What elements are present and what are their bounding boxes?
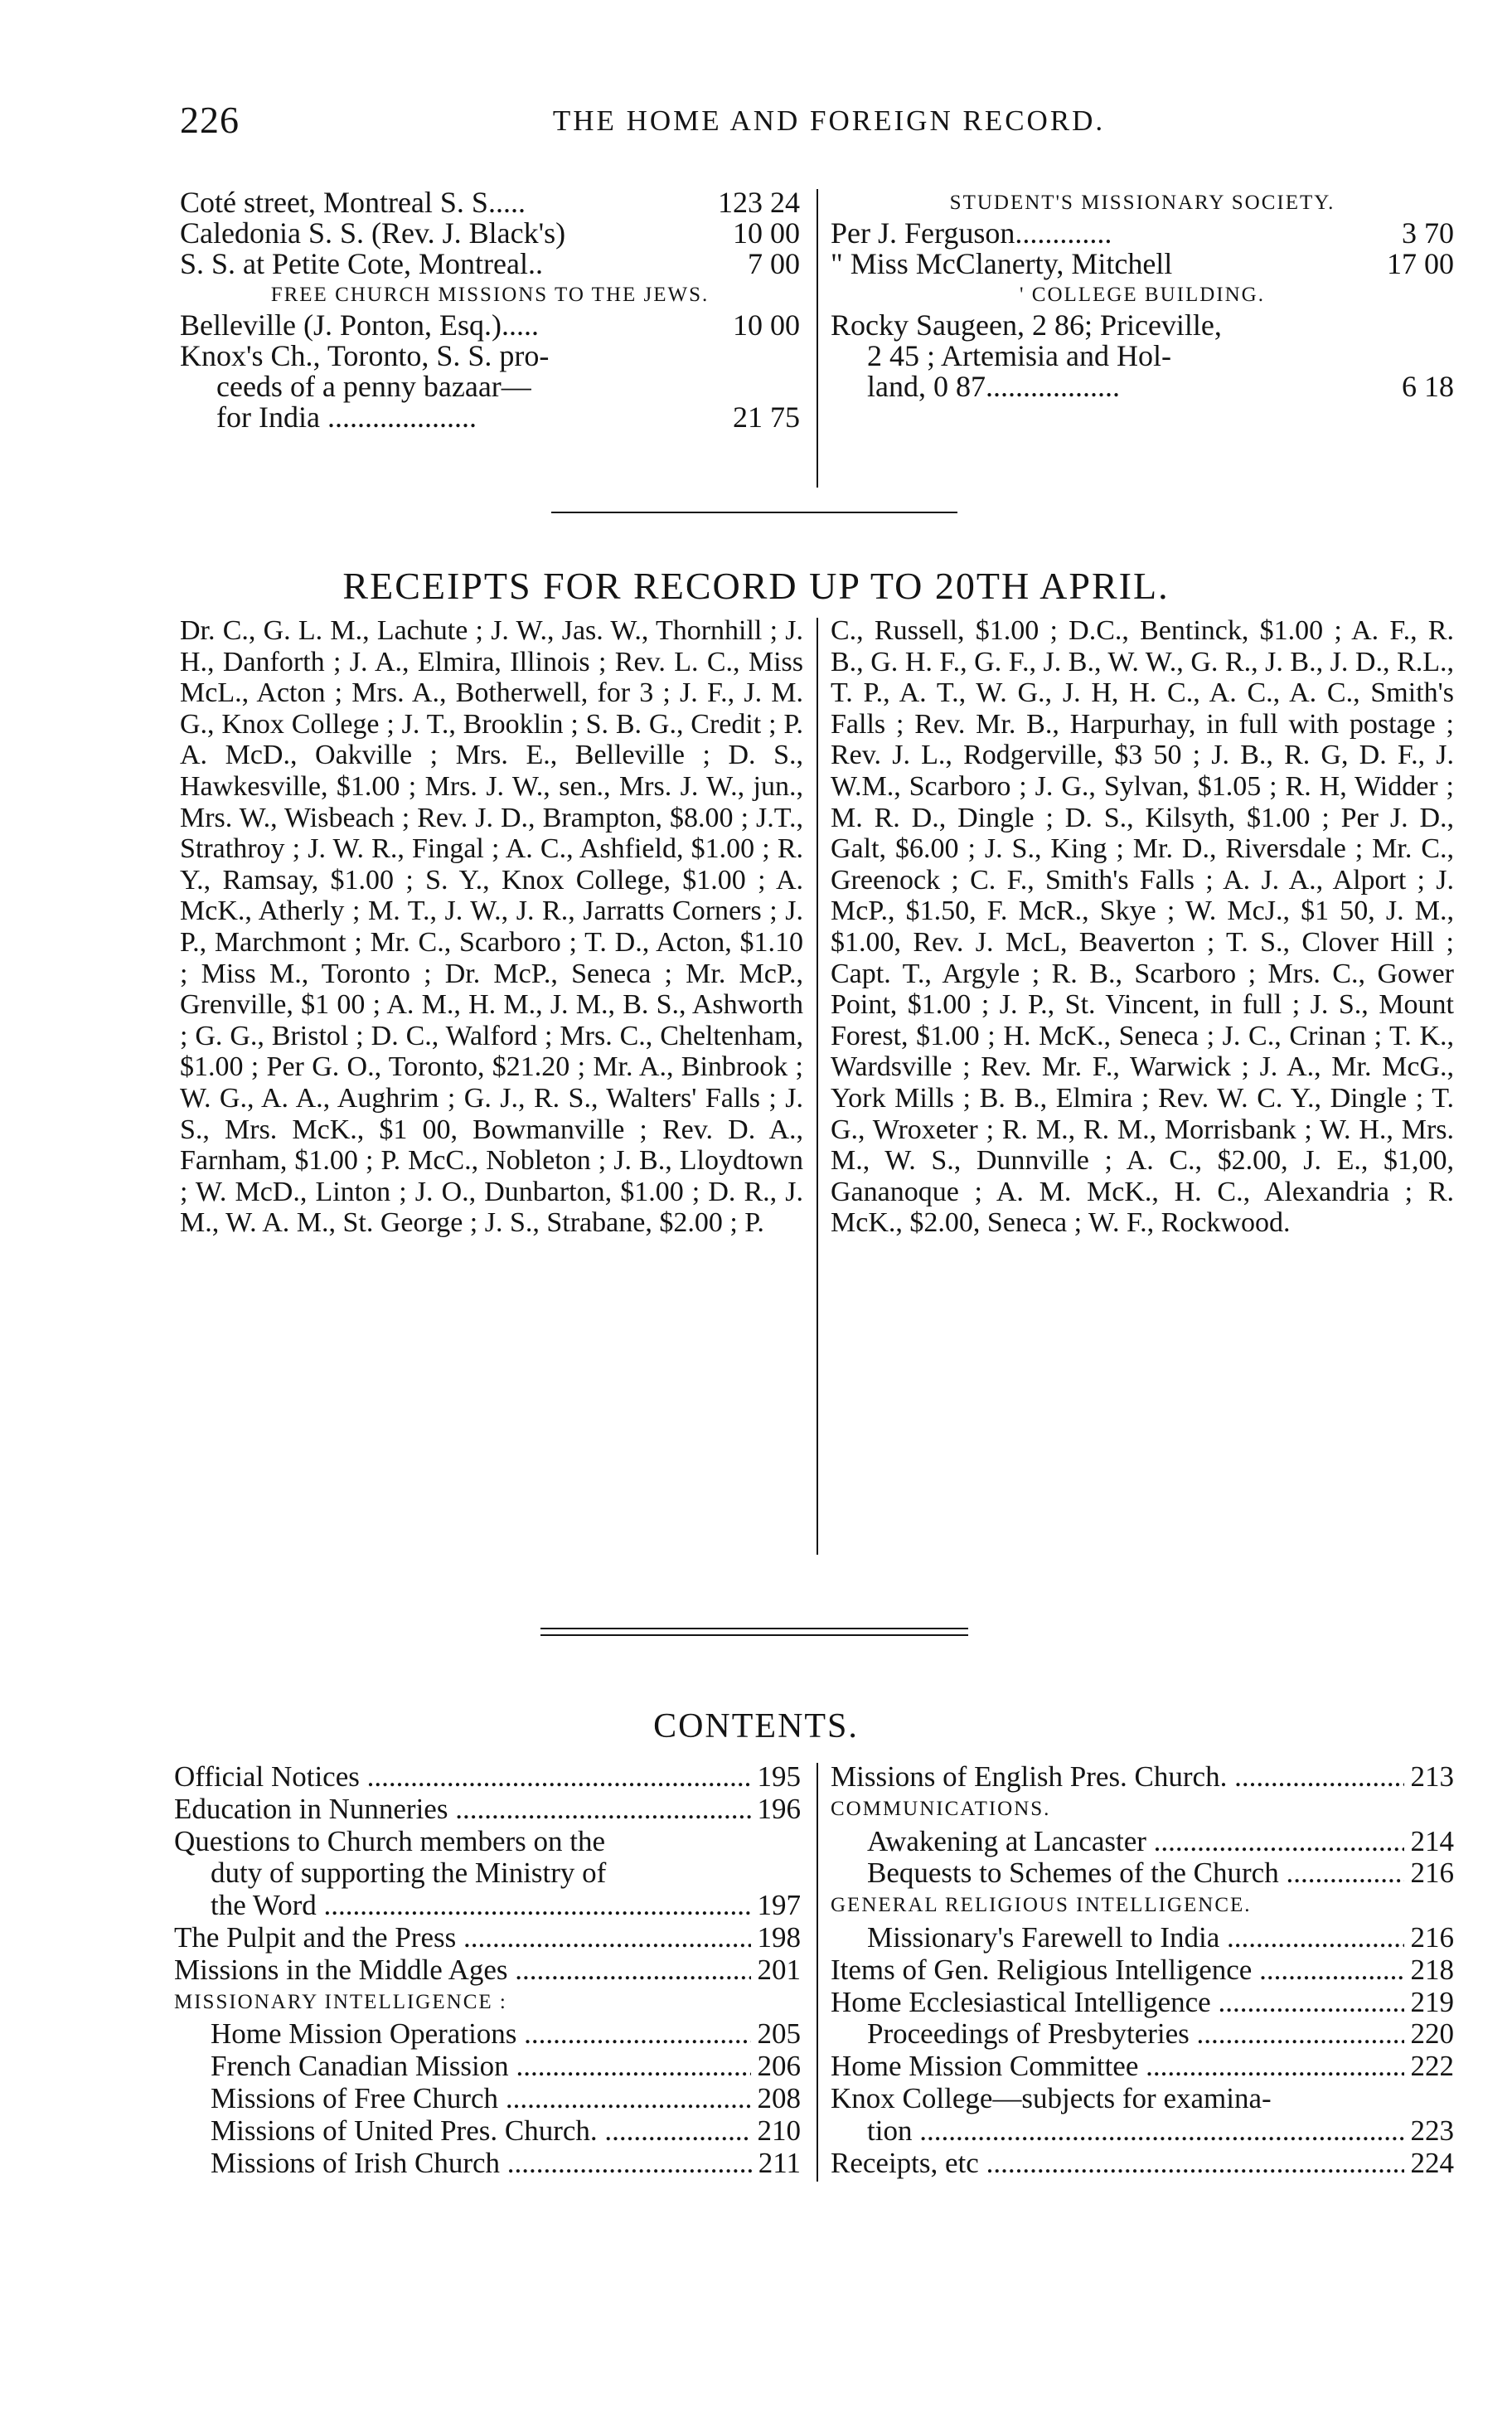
page-header (0, 98, 1512, 148)
contents-entry-title: Missions of Irish Church ..... (211, 2148, 752, 2180)
contents-section-heading: GENERAL RELIGIOUS INTELLIGENCE. (831, 1894, 1252, 1917)
donation-text: " Miss McClanerty, Mitchell (831, 247, 1173, 280)
donation-amount (1446, 310, 1454, 341)
contents-entry-text: Questions to Church members on the (174, 1824, 606, 1857)
contents-entry-title: Items of Gen. Religious Intelligence ..... (831, 1954, 1404, 1987)
receipts-left-paragraph (180, 615, 803, 1239)
contents-entry-title: Awakening at Lancaster ..... (867, 1826, 1404, 1858)
contents-entry-title: Missionary's Farewell to India ..... (867, 1922, 1404, 1954)
contents-entry (831, 2148, 1454, 2180)
donation-amount: 6 18 (1402, 370, 1454, 403)
donation-text: Coté street, Montreal S. S..... (180, 186, 526, 219)
contents-entry-title: Education in Nunneries ..... (174, 1794, 751, 1826)
fund-heading: ' COLLEGE BUILDING. (1020, 284, 1265, 306)
donation-line (831, 249, 1454, 279)
page-number: 226 (180, 99, 240, 141)
running-head: THE HOME AND FOREIGN RECORD. (552, 104, 1106, 137)
contents-page-number: 216 (1404, 1857, 1455, 1890)
donation-line (831, 341, 1454, 371)
donation-amount: 123 24 (718, 186, 800, 219)
contents-section-heading: COMMUNICATIONS. (831, 1797, 1051, 1820)
contents-entry (174, 1954, 801, 1987)
donation-line (180, 402, 800, 433)
contents-entry-title: French Canadian Mission ..... (211, 2051, 751, 2083)
receipts-title: RECEIPTS FOR RECORD UP TO 20TH APRIL. (342, 565, 1170, 607)
donation-text: Knox's Ch., Toronto, S. S. pro- (180, 339, 550, 372)
contents-title: CONTENTS. (653, 1707, 859, 1745)
contents-entry (831, 1954, 1454, 1987)
donation-text: ceeds of a penny bazaar— (216, 370, 531, 403)
donation-amount: 7 00 (748, 247, 800, 280)
contents-entry (174, 1922, 801, 1954)
column-divider-top (817, 189, 818, 488)
donation-text: 2 45 ; Artemisia and Hol- (867, 339, 1171, 372)
contents-entry (174, 1794, 801, 1826)
donation-line (180, 341, 800, 371)
contents-section-heading: MISSIONARY INTELLIGENCE : (174, 1990, 507, 2013)
contents-entry (174, 1890, 801, 1922)
contents-page-number: 208 (751, 2083, 802, 2115)
donation-text: land, 0 87.................. (867, 370, 1120, 403)
donation-text: Rocky Saugeen, 2 86; Priceville, (831, 308, 1222, 342)
contents-entry (831, 1761, 1454, 1794)
contents-page-number: 205 (751, 2018, 802, 2051)
donation-line (180, 371, 800, 402)
donation-amount: 10 00 (733, 216, 800, 250)
contents-entry-title: The Pulpit and the Press ..... (174, 1922, 751, 1954)
contents-entry (831, 1922, 1454, 1954)
donation-line (831, 310, 1454, 341)
contents-page-number: 222 (1404, 2051, 1455, 2083)
contents-entry (831, 1857, 1454, 1890)
contents-entry (831, 2018, 1454, 2051)
donation-line (831, 371, 1454, 402)
contents-entry (831, 1826, 1454, 1858)
donation-amount: 3 70 (1402, 216, 1454, 250)
donation-amount: 10 00 (733, 308, 800, 342)
contents-entry-title: Bequests to Schemes of the Church ..... (867, 1857, 1404, 1890)
receipts-right-paragraph (831, 615, 1454, 1239)
contents-entry (174, 1761, 801, 1794)
contents-entry-title: Missions of Free Church ..... (211, 2083, 751, 2115)
contents-page-number: 211 (752, 2148, 801, 2180)
short-rule (551, 512, 957, 513)
contents-entry (831, 2115, 1454, 2148)
contents-entry-title: Proceedings of Presbyteries ..... (867, 2018, 1404, 2051)
contents-page-number: 220 (1404, 2018, 1455, 2051)
contents-page-number: 214 (1404, 1826, 1455, 1858)
double-rule-bottom (540, 1634, 968, 1636)
contents-left-column (174, 1761, 801, 2179)
donation-line (180, 218, 800, 249)
contents-entry-title: Receipts, etc ..... (831, 2148, 1404, 2180)
contents-page-number: 219 (1404, 1987, 1455, 2019)
donation-amount (1446, 341, 1454, 371)
contents-page-number: 198 (751, 1922, 802, 1954)
receipts-left-text: Dr. C., G. L. M., Lachute ; J. W., Jas. W., Thornhill ; J. H., Danforth ; J. A., Elmira, Illinois ; Rev. L. C., Miss McL., Acton ; Mrs. A., Botherwell, for 3 ; J. F., J. M. G., Knox College ; J. T., Brooklin ; S. B. G., Credit ; P. A. McD., Oakville ; Mrs. E., Belleville ; D. S., Hawkesville, $1.00 ; Mrs. J. W., sen., Mrs. J. W., jun., Mrs. W., Wisbeach ; Rev. J. D., Brampton, $8.00 ; J.T., Strathroy ; J. W. R., Fingal ; A. C., Ashfield, $1.00 ; R. Y., Ramsay, $1.00 ; S. Y., Knox College, $1.00 ; A. McK., Atherly ; M. T., J. W., J. R., Jarratts Corners ; J. P., Marchmont ; Mr. C., Scarboro ; T. D., Acton, $1.10 ; Miss M., Toronto ; Dr. McP., Seneca ; Mr. McP., Grenville, $1 00 ; A. M., H. M., J. M., B. S., Ashworth ; G. G., Bristol ; D. C., Walford ; Mrs. C., Cheltenham, $1.00 ; Per G. O., Toronto, $21.20 ; Mr. A., Binbrook ; W. G., A. A., Aughrim ; G. J., R. S., Walters' Falls ; J. S., Mrs. McK., $1 00, Bowmanville ; Rev. D. A., Farnham, $1.00 ; P. McC., Nobleton ; J. B., Lloydtown ; W. McD., Linton ; J. O., Dunbarton, $1.00 ; D. R., J. M., W. A. M., St. George ; J. S., Strabane, $2.00 ; P. (180, 615, 803, 1239)
column-divider-contents (817, 1763, 818, 2182)
contents-page-number: 218 (1404, 1954, 1455, 1987)
double-rule-top (540, 1628, 968, 1629)
contents-entry-title: Official Notices ..... (174, 1761, 751, 1794)
contents-page-number: 195 (751, 1761, 802, 1794)
donations-left-column (180, 187, 800, 433)
contents-page-number: 210 (751, 2115, 802, 2148)
contents-page-number: 216 (1404, 1922, 1455, 1954)
donation-text: for India .................... (216, 400, 477, 434)
contents-page-number: 201 (751, 1954, 802, 1987)
contents-entry-title: Home Ecclesiastical Intelligence ..... (831, 1987, 1404, 2019)
donation-line (180, 249, 800, 279)
contents-entry-text: Knox College—subjects for examina- (831, 2081, 1272, 2114)
contents-page-number: 196 (751, 1794, 802, 1826)
contents-entry-text: duty of supporting the Ministry of (211, 1857, 607, 1890)
contents-page-number: 223 (1404, 2115, 1455, 2148)
contents-entry-title: Home Mission Operations ..... (211, 2018, 751, 2051)
donation-text: Caledonia S. S. (Rev. J. Black's) (180, 216, 566, 250)
donation-text: Per J. Ferguson............. (831, 216, 1112, 250)
column-divider-receipts (817, 618, 818, 1555)
donation-amount (792, 371, 800, 402)
contents-page-number: 213 (1404, 1761, 1455, 1794)
contents-entry-title: Missions in the Middle Ages ..... (174, 1954, 751, 1987)
donation-line (831, 218, 1454, 249)
contents-right-column (831, 1761, 1454, 2179)
donation-text: S. S. at Petite Cote, Montreal.. (180, 247, 543, 280)
contents-entry (831, 2051, 1454, 2083)
donation-text: Belleville (J. Ponton, Esq.)..... (180, 308, 539, 342)
contents-entry (174, 2018, 801, 2051)
contents-entry-title: the Word ..... (211, 1890, 751, 1922)
contents-entry-title: Home Mission Committee ..... (831, 2051, 1404, 2083)
contents-entry (174, 2051, 801, 2083)
donation-amount (792, 341, 800, 371)
fund-heading: STUDENT'S MISSIONARY SOCIETY. (949, 192, 1335, 214)
contents-entry-title: Missions of United Pres. Church. ..... (211, 2115, 751, 2148)
contents-entry-title: tion ..... (867, 2115, 1404, 2148)
contents-entry (174, 2083, 801, 2115)
contents-page-number: 224 (1404, 2148, 1455, 2180)
donation-line (180, 187, 800, 218)
fund-heading: FREE CHURCH MISSIONS TO THE JEWS. (270, 284, 710, 306)
donation-amount: 17 00 (1387, 247, 1454, 280)
contents-entry (831, 1987, 1454, 2019)
contents-entry (174, 2115, 801, 2148)
contents-entry-title: Missions of English Pres. Church. ..... (831, 1761, 1404, 1794)
contents-page-number: 206 (751, 2051, 802, 2083)
receipts-right-text: C., Russell, $1.00 ; D.C., Bentinck, $1.00 ; A. F., R. B., G. H. F., G. F., J. B., W. W., G. R., J. B., J. D., R.L., T. P., A. T., W. G., J. H, H. C., A. C., A. C., Smith's Falls ; Rev. Mr. B., Harpurhay, in full with postage ; Rev. J. L., Rodgerville, $3 50 ; J. B., R. G, D. F., J. W.M., Scarboro ; J. G., Sylvan, $1.05 ; R. H, Widder ; M. R. D., Dingle ; D. S., Kilsyth, $1.00 ; Per J. D., Galt, $6.00 ; J. S., King ; Mr. D., Riversdale ; Mr. C., Greenock ; C. F., Smith's Falls ; A. J. A., Alport ; J. McP., $1.50, F. McR., Skye ; W. McJ., $1 50, J. M., $1.00, Rev. J. McL, Beaverton ; T. S., Clover Hill ; Capt. T., Argyle ; R. B., Scarboro ; Mrs. C., Gower Point, $1.00 ; J. P., St. Vincent, in full ; J. S., Mount Forest, $1.00 ; H. McK., Seneca ; J. C., Crinan ; T. K., Wardsville ; Rev. Mr. F., Warwick ; J. A., Mr. McG., York Mills ; B. B., Elmira ; Rev. W. C. Y., Dingle ; T. G., Wroxeter ; R. M., R. M., Morrisbank ; W. H., Mrs. M., W. S., Dunnville ; A. C., $2.00, J. E., $1,00, Gananoque ; A. M. McK., H. C., Alexandria ; R. McK., $2.00, Seneca ; W. F., Rockwood. (831, 615, 1454, 1239)
donation-line (180, 310, 800, 341)
contents-page-number: 197 (751, 1890, 802, 1922)
donation-amount: 21 75 (733, 400, 800, 434)
donations-right-column (831, 187, 1454, 402)
contents-entry (174, 2148, 801, 2180)
